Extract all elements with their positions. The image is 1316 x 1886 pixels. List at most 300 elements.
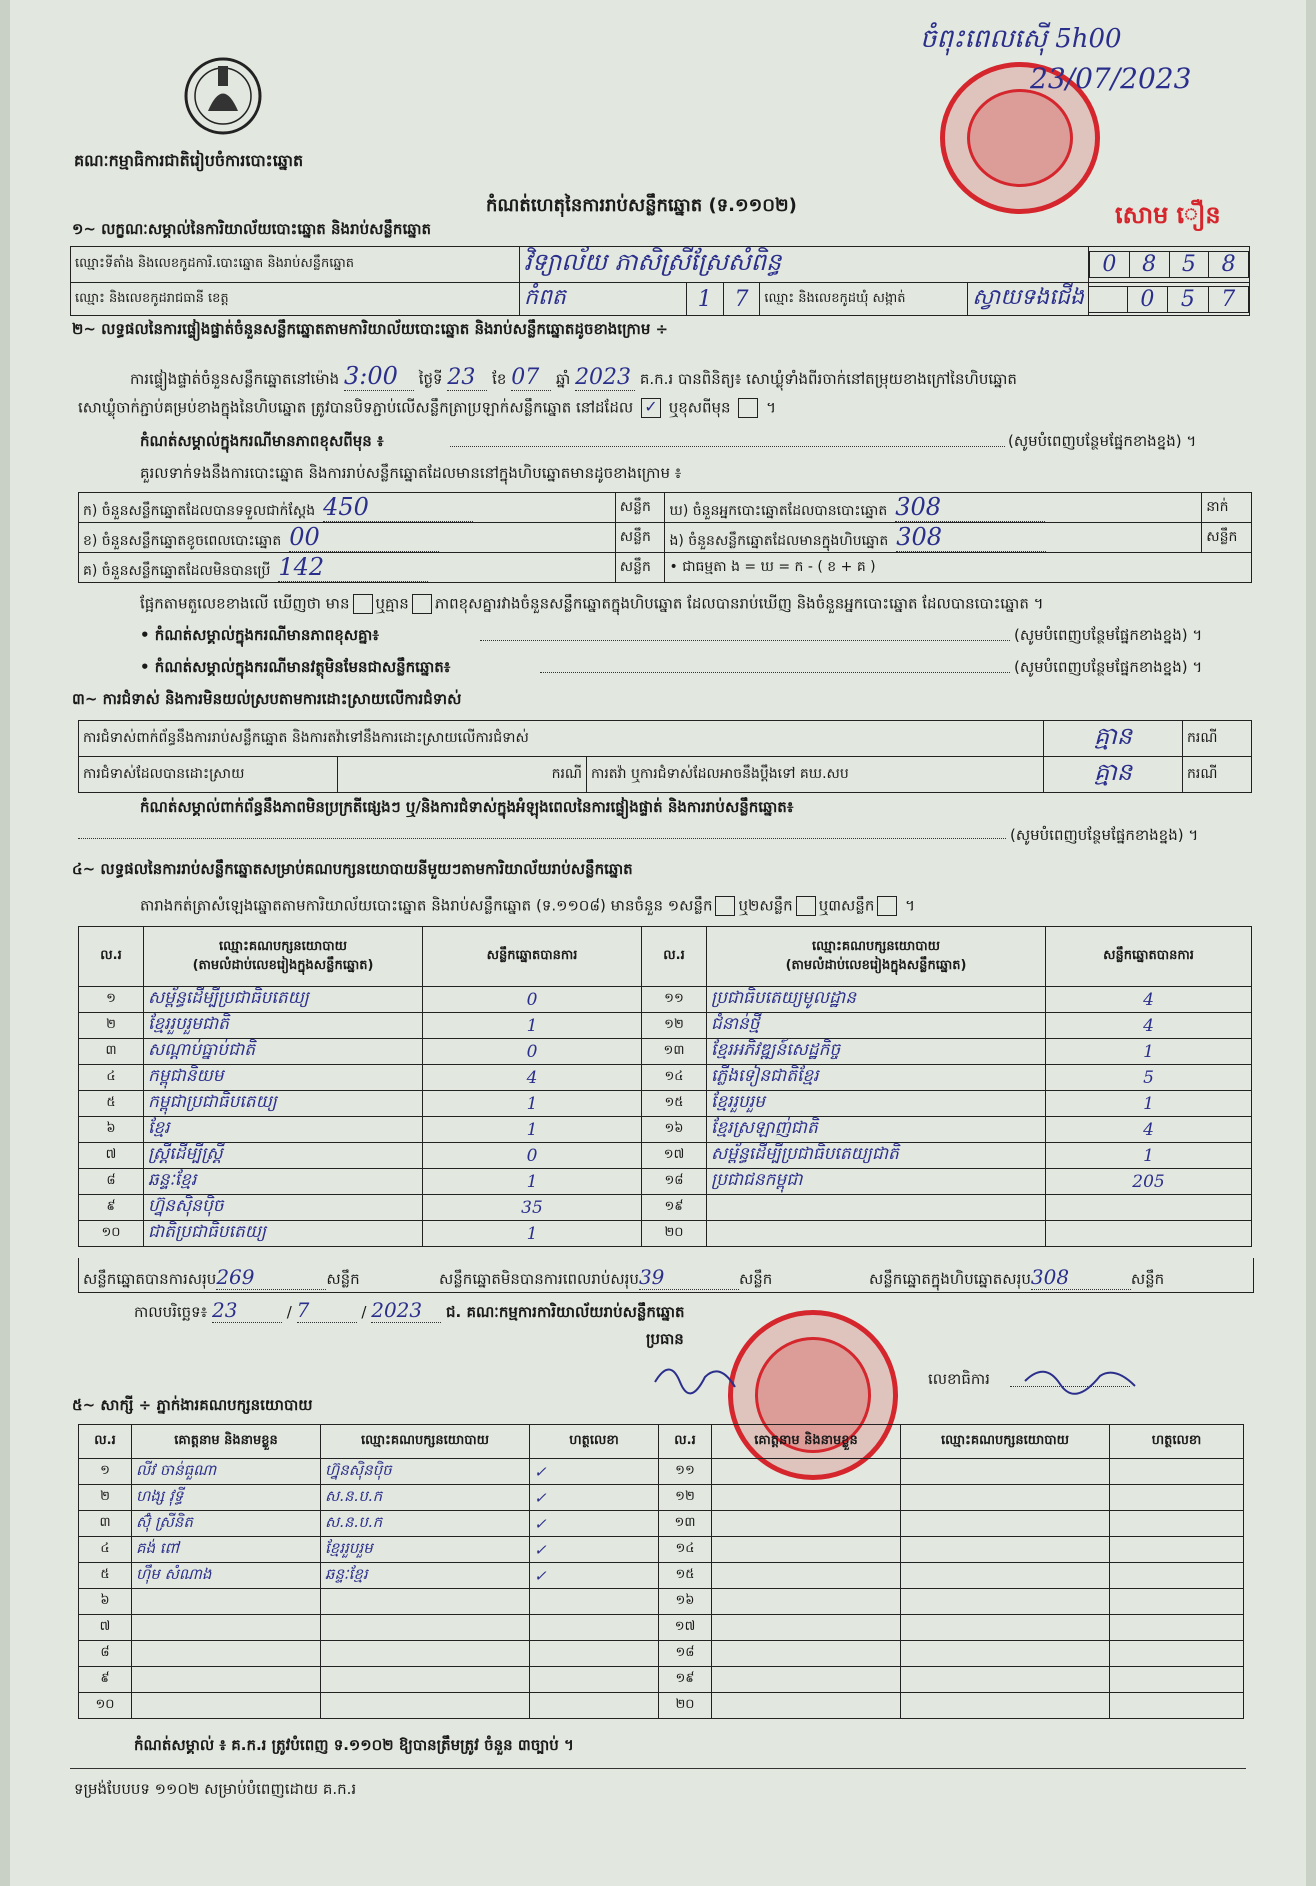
- party-no: ២០: [642, 1221, 707, 1247]
- witness-signature: ✓: [530, 1511, 659, 1537]
- table-row: [79, 1195, 1252, 1221]
- commune-name: ស្វាយទងជើង: [972, 285, 1084, 310]
- verify-line-2: សោឃ្លុំចាក់ភ្ជាប់គម្រប់ខាងក្នុងនៃហិបឆ្នោត ត្រូវបានបិទភ្ជាប់លើសន្លឹកត្រាប្រឡាក់សន្លឹកឆ្នោត នៅដដែល ✓ ឬខុសពីមុន ។: [78, 397, 777, 417]
- party-no: ១៣: [642, 1039, 707, 1065]
- section4-heading: ៤~ លទ្ធផលនៃការរាប់សន្លឹកឆ្នោតសម្រាប់គណបក្សនយោបាយនីមួយៗតាមការិយាល័យរាប់សន្លឹកឆ្នោត: [72, 860, 633, 878]
- commune-code-digit: 5: [1168, 286, 1208, 312]
- table-row: [79, 1563, 1244, 1589]
- witness-no: ២: [79, 1485, 132, 1511]
- discrepancy-text: ភាពខុសគ្នារវាងចំនួនសន្លឹកឆ្នោតក្នុងហិបឆ្នោត ដែលបានរាប់ឃើញ និងចំនួនអ្នកបោះឆ្នោត ដែលបានបោះឆ្នោត ។: [434, 594, 1044, 613]
- witness-signature: [530, 1693, 659, 1719]
- party-no: ១៩: [642, 1195, 707, 1221]
- witness-party: ឆន្ទៈខ្មែរ: [321, 1563, 530, 1589]
- count-tag: សោម ឿន: [1115, 201, 1221, 229]
- difference-note-label: កំណត់សម្គាល់ក្នុងករណីមានភាពខុសពីមុន ៖: [140, 432, 384, 450]
- witness-no: ១៣: [659, 1511, 712, 1537]
- totals-row: [78, 1258, 1254, 1293]
- commune-code-digit: 0: [1127, 286, 1167, 312]
- witness-party: [321, 1693, 530, 1719]
- col-name: គោត្តនាម និងនាមខ្លួន: [712, 1425, 901, 1459]
- verify-text: ខែ: [492, 370, 507, 388]
- col-no: ល.រ: [79, 927, 144, 987]
- col-party-sub: (តាមលំដាប់លេខរៀងក្នុងសន្លឹកឆ្នោត): [785, 957, 967, 973]
- footer-note: កំណត់សម្គាល់ ៖ គ.ក.រ ត្រូវបំពេញ ទ.១១០២ ឱ្យបានត្រឹមត្រូវ ចំនួន ៣ច្បាប់ ។: [134, 1736, 574, 1754]
- station-name: វិទ្យាល័យ ភាសិស្រីស្រែសំពិន្ធ: [520, 247, 1089, 283]
- chair-signature: [650, 1352, 740, 1402]
- total-unit: សន្លឹក: [1130, 1270, 1165, 1288]
- witness-signature: [1110, 1589, 1244, 1615]
- col-party: ឈ្មោះគណបក្សនយោបាយ: [901, 1425, 1110, 1459]
- witness-party: [901, 1511, 1110, 1537]
- witness-table: [78, 1424, 1244, 1719]
- station-code-digit: 8: [1209, 252, 1249, 278]
- party-votes: 4: [423, 1065, 642, 1091]
- party-name: ខ្មែររួបរួមជាតិ: [144, 1013, 423, 1039]
- count-row-c: [79, 553, 616, 583]
- witness-name: [712, 1589, 901, 1615]
- witness-name: លីវ ចាន់ធួណា: [132, 1459, 321, 1485]
- two-sheets-checkbox[interactable]: [796, 896, 816, 916]
- same-checkbox[interactable]: ✓: [641, 398, 661, 418]
- party-name: សម្ព័ន្ធដើម្បីប្រជាធិបតេយ្យជាតិ: [707, 1143, 1046, 1169]
- resolved-unit: ករណី: [338, 757, 587, 793]
- witness-party: [901, 1485, 1110, 1511]
- witness-signature: [1110, 1641, 1244, 1667]
- verify-text: ការផ្ទៀងផ្ទាត់ចំនួនសន្លឹកឆ្នោតនៅម៉ោង: [130, 370, 340, 388]
- witness-signature: [1110, 1511, 1244, 1537]
- table-row: [79, 987, 1252, 1013]
- witness-party: ខ្មែររួបរួម: [321, 1537, 530, 1563]
- party-votes: 205: [1046, 1169, 1252, 1195]
- col-votes: សន្លឹកឆ្នោតបានការ: [1046, 927, 1252, 987]
- witness-no: ១៨: [659, 1641, 712, 1667]
- verify-time: 3:00: [344, 362, 414, 391]
- witness-party: [901, 1563, 1110, 1589]
- witness-name: ហង្ស វុទ្ធី: [132, 1485, 321, 1511]
- station-code-digit: 5: [1169, 252, 1209, 278]
- table-row: [79, 1039, 1252, 1065]
- party-name: សណ្ដាប់ធ្នាប់ជាតិ: [144, 1039, 423, 1065]
- ballot-counts-table: [78, 492, 1252, 583]
- appeal-value: គ្មាន: [1044, 757, 1183, 793]
- bullet-non-ballot: • កំណត់សម្គាល់ក្នុងករណីមានវត្ថុមិនមែនជាសន្លឹកឆ្នោត៖: [140, 658, 451, 676]
- witness-party: ស.ន.ប.ក: [321, 1511, 530, 1537]
- verify-month: 07: [511, 365, 551, 391]
- witness-name: [712, 1537, 901, 1563]
- party-votes: 1: [423, 1013, 642, 1039]
- section1-heading: ១~ លក្ខណៈសម្គាល់នៃការិយាល័យបោះឆ្នោត និងរាប់សន្លឹកឆ្នោត: [72, 220, 432, 238]
- complaints-value: គ្មាន: [1044, 721, 1183, 757]
- province-code-digit: 7: [723, 283, 760, 315]
- witness-name: [712, 1615, 901, 1641]
- total-box-label: សន្លឹកឆ្នោតក្នុងហិបឆ្នោតសរុប: [869, 1270, 1031, 1288]
- discrepancy-line: [140, 594, 1044, 617]
- tally-text: តារាងកត់ត្រាសំឡេងឆ្នោតតាមការិយាល័យបោះឆ្នោត និងរាប់សន្លឹកឆ្នោត (ទ.១១០៨) មានចំនួន ១សន្លឹក: [140, 896, 713, 915]
- party-no: ១៥: [642, 1091, 707, 1117]
- verify-text: ឆ្នាំ: [555, 370, 571, 388]
- witness-signature: [1110, 1667, 1244, 1693]
- table-row: [79, 1091, 1252, 1117]
- count-label: ក) ចំនួនសន្លឹកឆ្នោតដែលបានទទួលជាក់ស្តែង: [83, 503, 316, 519]
- table-row: [79, 1589, 1244, 1615]
- total-valid: [83, 1265, 360, 1292]
- witness-no: ១១: [659, 1459, 712, 1485]
- witness-no: ៨: [79, 1641, 132, 1667]
- appeal-unit: ករណី: [1183, 757, 1252, 793]
- party-votes: 4: [1046, 987, 1252, 1013]
- ballot-intro: គួរលទាក់ទងនឹងការបោះឆ្នោត និងការរាប់សន្លឹកឆ្នោតដែលមាននៅក្នុងហិបឆ្នោតមានដូចខាងក្រោម ៖: [140, 464, 682, 482]
- col-sign: ហត្ថលេខា: [530, 1425, 659, 1459]
- ballot-count-form-page: [10, 0, 1306, 1886]
- witness-name: [132, 1693, 321, 1719]
- party-no: ១២: [642, 1013, 707, 1039]
- section3-heading: ៣~ ការជំទាស់ និងការមិនយល់ស្របតាមការដោះស្រាយលើការជំទាស់: [72, 690, 462, 708]
- witness-signature: [1110, 1693, 1244, 1719]
- appeal-label: ការតវ៉ា ឬការជំទាស់ដែលអាចនឹងប្តឹងទៅ គឃ.សប: [587, 757, 1044, 793]
- witness-party: [321, 1615, 530, 1641]
- complaints-table: [78, 720, 1252, 793]
- witness-name: [712, 1459, 901, 1485]
- total-invalid: [439, 1265, 772, 1292]
- party-votes: 1: [423, 1091, 642, 1117]
- date-year: 2023: [371, 1298, 441, 1323]
- verify-text: ថ្ងៃទី: [418, 370, 443, 388]
- province-label: ឈ្មោះ និងលេខកូដរាជធានី ខេត្ត: [71, 283, 520, 316]
- party-votes: 1: [1046, 1039, 1252, 1065]
- col-party-sub: (តាមលំដាប់លេខរៀងក្នុងសន្លឹកឆ្នោត): [192, 957, 374, 973]
- resolved-label: ការជំទាស់ដែលបានដោះស្រាយ: [79, 757, 338, 793]
- witness-signature: ✓: [530, 1485, 659, 1511]
- table-row: [79, 1169, 1252, 1195]
- col-party: [707, 927, 1046, 987]
- witness-no: ៤: [79, 1537, 132, 1563]
- table-row: [79, 1667, 1244, 1693]
- col-no: ល.រ: [659, 1425, 712, 1459]
- party-name: កម្ពុជាប្រជាធិបតេយ្យ: [144, 1091, 423, 1117]
- witness-no: ២០: [659, 1693, 712, 1719]
- total-valid-value: 269: [216, 1265, 326, 1290]
- count-value: 308: [895, 493, 1045, 522]
- witness-no: ១៥: [659, 1563, 712, 1589]
- col-no: ល.រ: [79, 1425, 132, 1459]
- party-votes: 0: [423, 1143, 642, 1169]
- party-name: ខ្មែរ: [144, 1117, 423, 1143]
- three-sheets-checkbox[interactable]: [877, 896, 897, 916]
- party-votes: 1: [423, 1221, 642, 1247]
- party-name: ហ្វ៊ុនស៊ិនប៉ិច: [144, 1195, 423, 1221]
- different-checkbox[interactable]: [738, 398, 758, 418]
- count-label: គ) ចំនួនសន្លឹកឆ្នោតដែលមិនបានប្រើ: [83, 563, 271, 579]
- witness-name: ហ៊ឹម សំណាង: [132, 1563, 321, 1589]
- secretary-signature: [1020, 1356, 1140, 1406]
- count-row-a: [79, 493, 616, 523]
- verify-year: 2023: [575, 365, 635, 391]
- col-name: គោត្តនាម និងនាមខ្លួន: [132, 1425, 321, 1459]
- stamp-date: 23/07/2023: [1030, 62, 1192, 95]
- count-unit: សន្លឹក: [615, 493, 665, 523]
- witness-party: [321, 1589, 530, 1615]
- witness-name: [132, 1641, 321, 1667]
- table-row: [79, 1459, 1244, 1485]
- party-name: ភ្លើងទៀនជាតិខ្មែរ: [707, 1065, 1046, 1091]
- party-votes: 4: [1046, 1117, 1252, 1143]
- table-row: [79, 1693, 1244, 1719]
- witness-signature: [1110, 1615, 1244, 1641]
- party-votes: 1: [423, 1169, 642, 1195]
- fill-back-note: (សូមបំពេញបន្ថែមផ្នែកខាងខ្នង) ។: [1008, 432, 1197, 450]
- witness-party: [901, 1589, 1110, 1615]
- witness-no: ១២: [659, 1485, 712, 1511]
- station-label: ឈ្មោះទីតាំង និងលេខកូដការិ.បោះឆ្នោត និងរាប់សន្លឹកឆ្នោត: [71, 247, 520, 283]
- complaints-label: ការជំទាស់ពាក់ព័ន្ធនឹងការរាប់សន្លឹកឆ្នោត និងការតវ៉ាទៅនឹងការដោះស្រាយលើការជំទាស់: [79, 721, 1044, 757]
- section2-heading: ២~ លទ្ធផលនៃការផ្ទៀងផ្ទាត់ចំនួនសន្លឹកឆ្នោតតាមការិយាល័យបោះឆ្នោត និងរាប់សន្លឹកឆ្នោតដូចខាងក្រោម ÷: [72, 320, 669, 338]
- count-value: 00: [289, 523, 439, 552]
- table-row: [79, 1615, 1244, 1641]
- witness-party: [901, 1537, 1110, 1563]
- total-invalid-value: 39: [639, 1265, 739, 1290]
- witness-signature: [530, 1615, 659, 1641]
- party-no: ២: [79, 1013, 144, 1039]
- chair-label: ប្រធាន: [646, 1330, 684, 1348]
- party-name: កម្ពុជានិយម: [144, 1065, 423, 1091]
- col-party-title: ឈ្មោះគណបក្សនយោបាយ: [219, 938, 347, 954]
- discrepancy-text: ឬគ្មាន: [375, 594, 409, 613]
- party-name: ខ្មែរអភិវឌ្ឍន៍សេដ្ឋកិច្ច: [707, 1039, 1046, 1065]
- form-title: កំណត់ហេតុនៃការរាប់សន្លឹកឆ្នោត (ទ.១១០២): [486, 195, 797, 216]
- witness-signature: [1110, 1485, 1244, 1511]
- complaints-unit: ករណី: [1183, 721, 1252, 757]
- difference-note-line: [450, 446, 1005, 447]
- date-month: 7: [297, 1298, 357, 1323]
- irregularity-note-line: [78, 838, 1006, 839]
- witness-signature: ✓: [530, 1537, 659, 1563]
- bullet-difference: • កំណត់សម្គាល់ក្នុងករណីមានភាពខុសគ្នា៖: [140, 626, 379, 644]
- total-box-value: 308: [1031, 1265, 1131, 1290]
- verify-text: សោឃ្លុំចាក់ភ្ជាប់គម្រប់ខាងក្នុងនៃហិបឆ្នោត ត្រូវបានបិទភ្ជាប់លើសន្លឹកត្រាប្រឡាក់សន្លឹកឆ្នោត នៅដដែល: [78, 398, 634, 417]
- table-row: [79, 1143, 1252, 1169]
- col-party-title: ឈ្មោះគណបក្សនយោបាយ: [812, 938, 940, 954]
- fill-back-note: (សូមបំពេញបន្ថែមផ្នែកខាងខ្នង) ។: [1010, 826, 1199, 844]
- has-difference-checkbox[interactable]: [353, 594, 373, 614]
- total-invalid-label: សន្លឹកឆ្នោតមិនបានការពេលរាប់សរុប: [439, 1270, 639, 1288]
- table-row: [79, 1641, 1244, 1667]
- witness-no: ៧: [79, 1615, 132, 1641]
- witness-signature: [1110, 1563, 1244, 1589]
- party-name: ឆន្ទៈខ្មែរ: [144, 1169, 423, 1195]
- count-value: 142: [278, 553, 428, 582]
- party-votes: 1: [1046, 1091, 1252, 1117]
- witness-name: [132, 1589, 321, 1615]
- col-votes: សន្លឹកឆ្នោតបានការ: [423, 927, 642, 987]
- count-formula: • ជាធម្មតា ង = ឃ = ក - ( ខ + គ ): [665, 553, 1252, 583]
- witness-party: [901, 1459, 1110, 1485]
- fill-back-note: (សូមបំពេញបន្ថែមផ្នែកខាងខ្នង) ។: [1014, 658, 1203, 676]
- party-no: ៧: [79, 1143, 144, 1169]
- witness-no: ១៦: [659, 1589, 712, 1615]
- witness-party: [321, 1667, 530, 1693]
- party-name: ខ្មែរស្រឡាញ់ជាតិ: [707, 1117, 1046, 1143]
- party-name: [707, 1195, 1046, 1221]
- discrepancy-text: ផ្អែកតាមតួលេខខាងលើ ឃើញថា មាន: [140, 594, 350, 613]
- witness-no: ៩: [79, 1667, 132, 1693]
- party-votes: 5: [1046, 1065, 1252, 1091]
- fill-back-note: (សូមបំពេញបន្ថែមផ្នែកខាងខ្នង) ។: [1014, 626, 1203, 644]
- witness-name: [132, 1615, 321, 1641]
- table-row: [79, 1221, 1252, 1247]
- party-no: ១១: [642, 987, 707, 1013]
- province-code-digit: 1: [686, 283, 723, 315]
- witness-name: [132, 1667, 321, 1693]
- station-code-digit: 0: [1090, 252, 1130, 278]
- irregularity-note: កំណត់សម្គាល់ពាក់ព័ន្ធនឹងភាពមិនប្រក្រតីផ្សេងៗ ឬ/និងការជំទាស់ក្នុងអំឡុងពេលនៃការផ្ទៀងផ្ទាត់ និងការរាប់សន្លឹកឆ្នោត៖: [140, 798, 794, 816]
- party-votes: [1046, 1195, 1252, 1221]
- party-no: ១៦: [642, 1117, 707, 1143]
- count-unit: សន្លឹក: [615, 553, 665, 583]
- witness-signature: ✓: [530, 1563, 659, 1589]
- count-unit: សន្លឹក: [615, 523, 665, 553]
- party-votes: 0: [423, 987, 642, 1013]
- party-results-table: [78, 926, 1252, 1247]
- witness-name: ស៊ុំ ស្រីនិត: [132, 1511, 321, 1537]
- date-line: កាលបរិច្ឆេទ៖ 23 / 7 / 2023 ជ. គណៈកម្មការការិយាល័យរាប់សន្លឹកឆ្នោត: [134, 1298, 685, 1322]
- witness-signature: ✓: [530, 1459, 659, 1485]
- station-info-table: [70, 246, 1250, 316]
- count-label: ង) ចំនួនសន្លឹកឆ្នោតដែលមានក្នុងហិបឆ្នោត: [669, 533, 889, 549]
- witness-party: [321, 1641, 530, 1667]
- witness-no: ១: [79, 1459, 132, 1485]
- witness-name: គង់ ពៅ: [132, 1537, 321, 1563]
- witness-signature: [530, 1589, 659, 1615]
- secretary-label: លេខាធិការ: [928, 1370, 990, 1388]
- tally-sheets-line: តារាងកត់ត្រាសំឡេងឆ្នោតតាមការិយាល័យបោះឆ្នោត និងរាប់សន្លឹកឆ្នោត (ទ.១១០៨) មានចំនួន ១សន្លឹក ឬ២សន្លឹក ឬ៣សន្លឹក ។: [140, 896, 916, 915]
- verify-text: គ.ក.រ បានពិនិត្យ៖ សោឃ្លុំទាំងពីរចាក់នៅតម្រុយខាងក្រៅនៃហិបឆ្នោត: [639, 370, 1017, 388]
- count-value: 308: [896, 523, 1046, 552]
- province-name: កំពត: [524, 285, 566, 310]
- witness-name: [712, 1641, 901, 1667]
- party-votes: [1046, 1221, 1252, 1247]
- party-no: ៤: [79, 1065, 144, 1091]
- verify-text: ឬខុសពីមុន: [668, 398, 731, 417]
- party-no: ១៧: [642, 1143, 707, 1169]
- footer-divider: [70, 1768, 1246, 1769]
- party-no: ៥: [79, 1091, 144, 1117]
- count-row-b: [79, 523, 616, 553]
- table-row: [79, 1013, 1252, 1039]
- count-label: ឃ) ចំនួនអ្នកបោះឆ្នោតដែលបានបោះឆ្នោត: [669, 503, 888, 519]
- total-unit: សន្លឹក: [738, 1270, 773, 1288]
- witness-no: ៦: [79, 1589, 132, 1615]
- witness-party: ហ្វ៊ុនស៊ិនប៉ិច: [321, 1459, 530, 1485]
- witness-party: [901, 1693, 1110, 1719]
- witness-no: ១៩: [659, 1667, 712, 1693]
- party-no: ១: [79, 987, 144, 1013]
- witness-no: ៥: [79, 1563, 132, 1589]
- table-row: [79, 1485, 1244, 1511]
- witness-name: [712, 1485, 901, 1511]
- total-valid-label: សន្លឹកឆ្នោតបានការសរុប: [83, 1270, 217, 1288]
- col-no: ល.រ: [642, 927, 707, 987]
- witness-signature: [1110, 1537, 1244, 1563]
- party-votes: 4: [1046, 1013, 1252, 1039]
- commune-code-digit: 7: [1208, 286, 1248, 312]
- witness-signature: [530, 1667, 659, 1693]
- bullet-non-ballot-line: [540, 672, 1010, 673]
- witness-signature: [1110, 1459, 1244, 1485]
- total-in-box: [869, 1265, 1164, 1292]
- count-unit: សន្លឹក: [1202, 523, 1252, 553]
- total-unit: សន្លឹក: [326, 1270, 360, 1288]
- party-no: ១៤: [642, 1065, 707, 1091]
- party-name: ជាតិប្រជាធិបតេយ្យ: [144, 1221, 423, 1247]
- witness-name: [712, 1563, 901, 1589]
- party-name: ជំនាន់ថ្មី: [707, 1013, 1046, 1039]
- bullet-difference-line: [480, 640, 1010, 641]
- date-day: 23: [212, 1298, 282, 1323]
- party-name: ប្រជាជនកម្ពុជា: [707, 1169, 1046, 1195]
- witness-no: ១៧: [659, 1615, 712, 1641]
- table-row: [79, 1537, 1244, 1563]
- party-no: ៦: [79, 1117, 144, 1143]
- stamp-note: ចំពុះពេលស៊ើ 5h00: [920, 24, 1122, 54]
- col-party: [144, 927, 423, 987]
- witness-name: [712, 1693, 901, 1719]
- witness-party: [901, 1667, 1110, 1693]
- party-name: ខ្មែររួបរួម: [707, 1091, 1046, 1117]
- party-votes: 35: [423, 1195, 642, 1221]
- party-no: ១០: [79, 1221, 144, 1247]
- table-row: [79, 1511, 1244, 1537]
- verify-day: 23: [447, 365, 487, 391]
- witness-no: ៣: [79, 1511, 132, 1537]
- count-value: 450: [323, 493, 473, 522]
- tally-text: ឬ២សន្លឹក: [738, 896, 793, 915]
- section5-heading: ៥~ សាក្សី ÷ ភ្នាក់ងារគណបក្សនយោបាយ: [72, 1396, 313, 1414]
- count-label: ខ) ចំនួនសន្លឹកឆ្នោតខូចពេលបោះឆ្នោត: [83, 533, 282, 549]
- party-no: ៩: [79, 1195, 144, 1221]
- party-name: សម្ព័ន្ធដើម្បីប្រជាធិបតេយ្យ: [144, 987, 423, 1013]
- no-difference-checkbox[interactable]: [412, 594, 432, 614]
- witness-party: [901, 1641, 1110, 1667]
- one-sheet-checkbox[interactable]: [715, 896, 735, 916]
- witness-name: [712, 1511, 901, 1537]
- party-votes: 1: [423, 1117, 642, 1143]
- party-votes: 1: [1046, 1143, 1252, 1169]
- commune-label: ឈ្មោះ និងលេខកូដឃុំ សង្កាត់: [760, 283, 968, 315]
- party-no: ៨: [79, 1169, 144, 1195]
- witness-name: [712, 1667, 901, 1693]
- station-code-digit: 8: [1129, 252, 1169, 278]
- party-name: ប្រជាធិបតេយ្យមូលដ្ឋាន: [707, 987, 1046, 1013]
- witness-no: ១៤: [659, 1537, 712, 1563]
- form-reference: ទម្រង់បែបបទ ១១០២ សម្រាប់បំពេញដោយ គ.ក.រ: [74, 1780, 357, 1798]
- witness-no: ១០: [79, 1693, 132, 1719]
- witness-party: ស.ន.ប.ក: [321, 1485, 530, 1511]
- nec-emblem-logo: [178, 56, 268, 136]
- party-name: ស្រ្តីដើម្បីស្រ្តី: [144, 1143, 423, 1169]
- table-row: [79, 1065, 1252, 1091]
- verify-line-1: [130, 362, 1017, 392]
- col-sign: ហត្ថលេខា: [1110, 1425, 1244, 1459]
- party-votes: 0: [423, 1039, 642, 1065]
- date-label: កាលបរិច្ឆេទ៖: [134, 1303, 208, 1321]
- tally-text: ឬ៣សន្លឹក: [818, 896, 875, 915]
- committee-name: គណៈកម្មាធិការជាតិរៀបចំការបោះឆ្នោត: [74, 151, 304, 170]
- witness-signature: [530, 1641, 659, 1667]
- committee-sign-label: ជ. គណៈកម្មការការិយាល័យរាប់សន្លឹកឆ្នោត: [446, 1303, 685, 1321]
- witness-party: [901, 1615, 1110, 1641]
- party-no: ១៨: [642, 1169, 707, 1195]
- col-party: ឈ្មោះគណបក្សនយោបាយ: [321, 1425, 530, 1459]
